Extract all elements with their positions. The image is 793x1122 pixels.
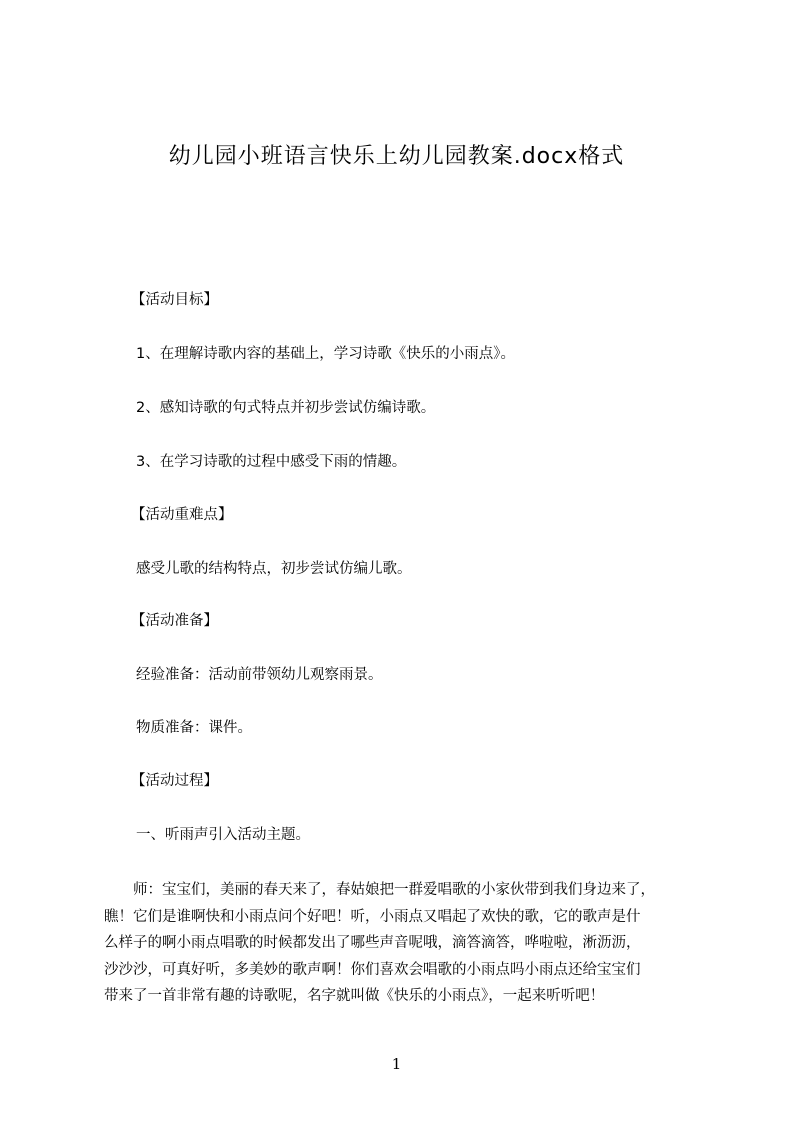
- key-points-text: 感受儿歌的结构特点，初步尝试仿编儿歌。: [136, 561, 412, 577]
- paragraph-line: 带来了一首非常有趣的诗歌呢，名字就叫做《快乐的小雨点》，一起来听听吧！: [104, 988, 605, 1005]
- page-number: 1: [391, 1055, 402, 1073]
- goal-item-1: 1、在理解诗歌内容的基础上，学习诗歌《快乐的小雨点》。: [136, 346, 515, 362]
- goals-heading: 【活动目标】: [131, 292, 218, 308]
- preparation-heading: 【活动准备】: [131, 613, 218, 629]
- goal-item-2: 2、感知诗歌的句式特点并初步尝试仿编诗歌。: [136, 400, 436, 416]
- process-heading: 【活动过程】: [131, 773, 218, 789]
- preparation-experience: 经验准备：活动前带领幼儿观察雨景。: [136, 667, 383, 683]
- key-points-heading: 【活动重难点】: [131, 507, 233, 523]
- preparation-material: 物质准备：课件。: [136, 720, 252, 736]
- process-step-1: 一、听雨声引入活动主题。: [136, 827, 310, 843]
- paragraph-line: 师：宝宝们，美丽的春天来了，春姑娘把一群爱唱歌的小家伙带到我们身边来了，: [104, 882, 655, 898]
- paragraph-line: 瞧！它们是谁啊快和小雨点问个好吧！听，小雨点又唱起了欢快的歌，它的歌声是什: [104, 908, 641, 925]
- teacher-paragraph: [104, 877, 714, 1010]
- paragraph-line: 么样子的啊小雨点唱歌的时候都发出了哪些声音呢哦，滴答滴答，哗啦啦，淅沥沥，: [104, 935, 641, 952]
- goal-item-3: 3、在学习诗歌的过程中感受下雨的情趣。: [136, 454, 407, 470]
- paragraph-line: 沙沙沙，可真好听，多美妙的歌声啊！你们喜欢会唱歌的小雨点吗小雨点还给宝宝们: [104, 961, 641, 978]
- document-title: 幼儿园小班语言快乐上幼儿园教案.docx格式: [168, 144, 625, 169]
